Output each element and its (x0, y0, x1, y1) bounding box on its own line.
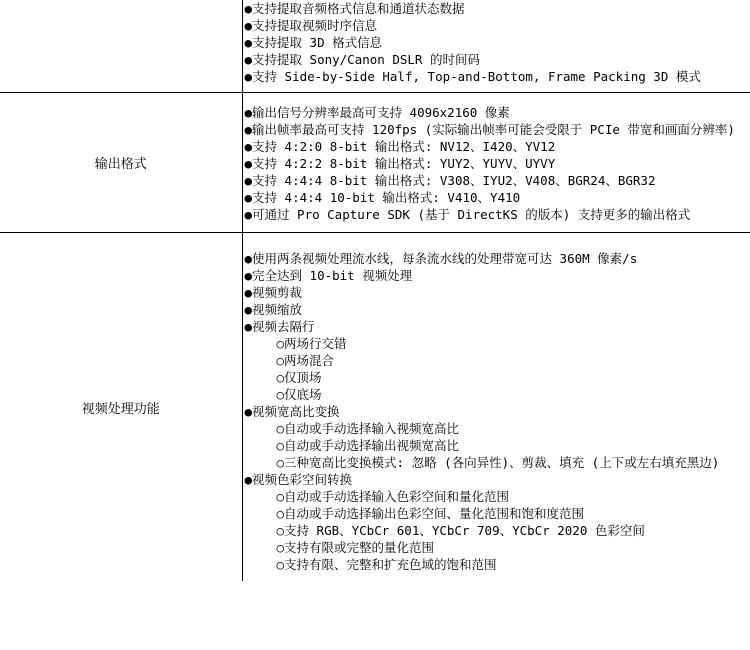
list-item: ●支持 4:4:4 10-bit 输出格式: V410、Y410 (244, 190, 521, 205)
row-content-output-format (242, 93, 750, 233)
row-label-text: 视频处理功能 (81, 401, 160, 417)
list-subitem: ○仅顶场 (276, 370, 322, 385)
spec-row-video-processing (0, 233, 750, 582)
list-item: ●支持提取视频时序信息 (244, 18, 378, 33)
list-item: ●支持 4:2:0 8-bit 输出格式: NV12、I420、YV12 (244, 139, 556, 154)
list-subitem: ○自动或手动选择输出视频宽高比 (276, 438, 460, 453)
list-item: ●视频宽高比变换 (244, 404, 340, 419)
list-subitem: ○两场行交错 (276, 336, 347, 351)
list-subitem: ○支持有限或完整的量化范围 (276, 540, 435, 555)
list-subitem: ○仅底场 (276, 387, 322, 402)
list-item: ●输出信号分辨率最高可支持 4096x2160 像素 (244, 105, 510, 120)
list-subitem: ○支持 RGB、YCbCr 601、YCbCr 709、YCbCr 2020 色彩空间 (276, 523, 645, 538)
list-subitem: ○自动或手动选择输出色彩空间、量化范围和饱和度范围 (276, 506, 585, 521)
list-subitem: ○三种宽高比变换模式: 忽略 (各向异性)、剪裁、填充 (上下或左右填充黑边) (276, 455, 720, 470)
list-item: ●可通过 Pro Capture SDK (基于 DirectKS 的版本) 支持更多的输出格式 (244, 207, 691, 222)
list-item: ●视频缩放 (244, 302, 303, 317)
list-subitem: ○支持有限、完整和扩充色域的饱和范围 (276, 557, 497, 572)
list-item: ●支持 4:2:2 8-bit 输出格式: YUY2、YUYV、UYVY (244, 156, 556, 171)
row-content-audio (242, 0, 750, 93)
spec-row-output-format (0, 93, 750, 233)
list-item: ●输出帧率最高可支持 120fps (实际输出帧率可能会受限于 PCIe 带宽和画面分辨率) (244, 122, 735, 137)
row-label-text: 输出格式 (94, 157, 147, 172)
list-item: ●视频剪裁 (244, 285, 303, 300)
list-item: ●支持提取 3D 格式信息 (244, 35, 383, 50)
row-label (0, 93, 242, 233)
list-item: ●支持提取音频格式信息和通道状态数据 (244, 1, 465, 16)
list-subitem: ○自动或手动选择输入视频宽高比 (276, 421, 460, 436)
list-item: ●视频去隔行 (244, 319, 315, 334)
list-subitem: ○自动或手动选择输入色彩空间和量化范围 (276, 489, 510, 504)
row-content-video-processing (242, 233, 750, 582)
row-label (0, 233, 242, 582)
row-label (0, 0, 242, 93)
list-item: ●支持提取 Sony/Canon DSLR 的时间码 (244, 52, 480, 67)
list-item: ●支持 Side-by-Side Half, Top-and-Bottom, Frame Packing 3D 模式 (244, 69, 701, 84)
list-item: ●视频色彩空间转换 (244, 472, 353, 487)
list-item: ●支持 4:4:4 8-bit 输出格式: V308、IYU2、V408、BGR24、BGR32 (244, 173, 656, 188)
spec-row-audio (0, 0, 750, 93)
list-item: ●使用两条视频处理流水线，每条流水线的处理带宽可达 360M 像素/s (244, 251, 638, 266)
list-item: ●完全达到 10-bit 视频处理 (244, 268, 413, 283)
list-subitem: ○两场混合 (276, 353, 335, 368)
